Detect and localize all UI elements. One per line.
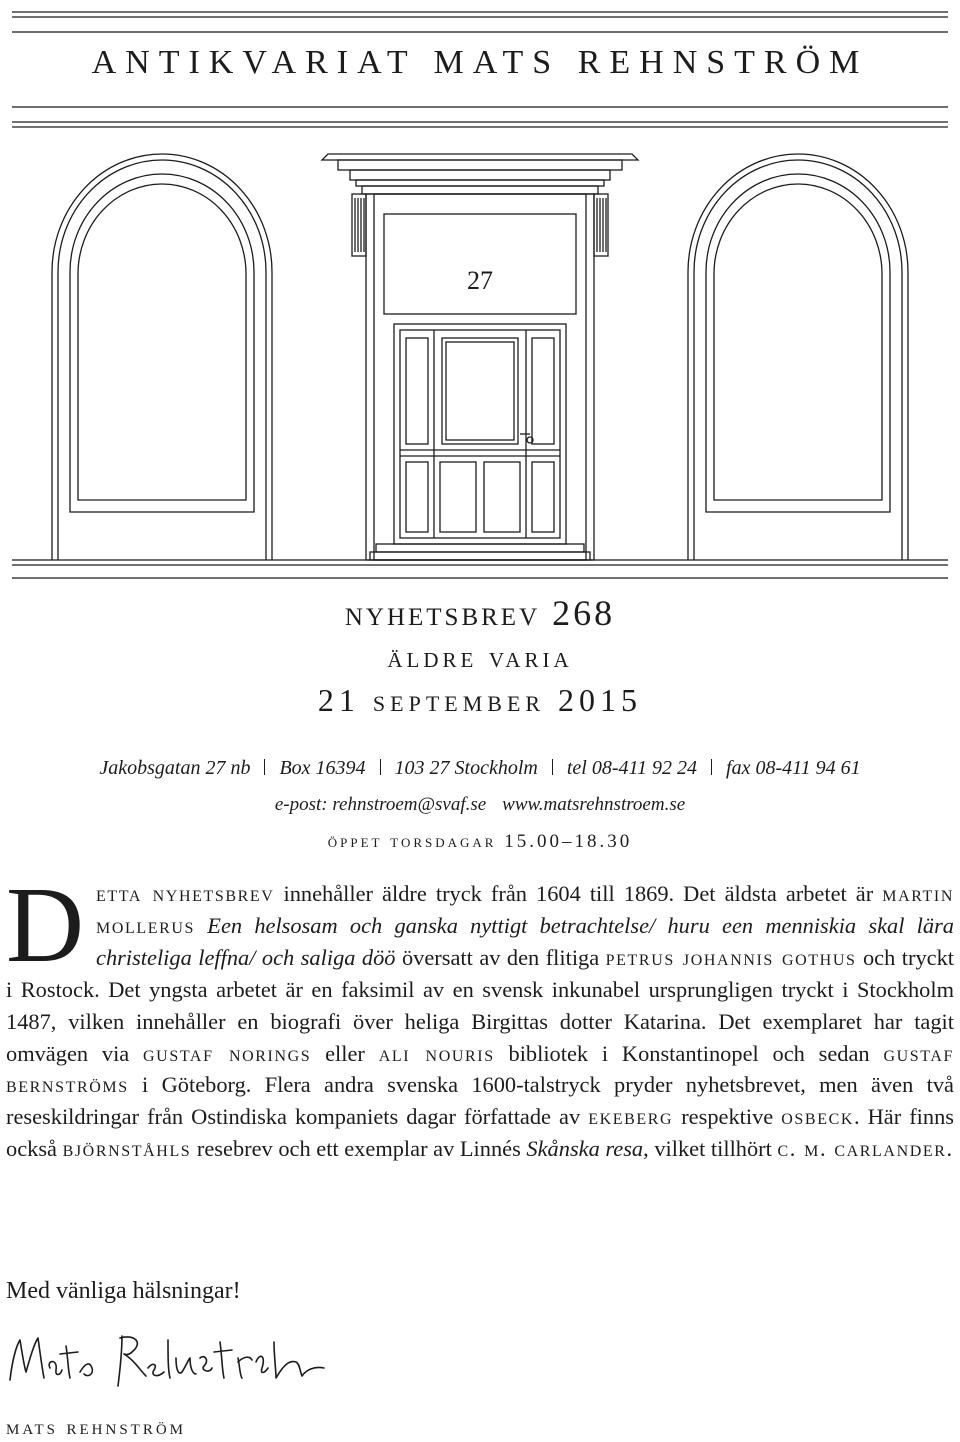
website-link[interactable]: www.matsrehnstroem.se (502, 794, 686, 815)
newsletter-title: nyhetsbrev 268 (344, 593, 616, 633)
pilaster-left (352, 194, 366, 256)
newsletter-subtitle: äldre varia (387, 641, 573, 674)
work-title: Een helsosam och ganska nyttigt betrachtelse/ huru een menniskia skal lära christeliga leffna/ och saliga döö (96, 912, 954, 970)
text-segment: och tryckt i Rostock. Det yngsta arbetet är en faksimil av en svensk inkunabel ursprungligen tryckt i Stockholm 1487, vilken innehåller en biografi över heliga Birgittas dotter Katarina. Det exemplaret har tagit omvägen via (6, 944, 954, 1066)
person-name: c. m. carlander (777, 1136, 947, 1162)
online-contact-line (0, 794, 960, 816)
text-segment: innehåller äldre tryck från 1604 till 1869. Det äldsta arbetet är (274, 881, 883, 906)
text-segment: . (946, 1136, 953, 1162)
signer-name: mats rehnström (6, 1414, 187, 1439)
text-segment: , vilket tillhört (643, 1136, 778, 1162)
separator (711, 759, 712, 775)
house-number: 27 (467, 266, 493, 295)
person-name: petrus johannis gothus (605, 944, 857, 970)
fax: fax 08-411 94 61 (726, 757, 861, 779)
handwritten-signature (0, 1322, 340, 1402)
left-window (52, 154, 272, 560)
opening-hours: öppet torsdagar 15.00–18.30 (327, 831, 633, 852)
text-segment: bibliotek i Konstantinopel och sedan (494, 1040, 884, 1066)
pilaster-right (594, 194, 608, 256)
shop-title: ANTIKVARIAT MATS REHNSTRÖM (91, 44, 869, 81)
phone: tel 08-411 92 24 (566, 757, 698, 779)
greeting: Med vänliga hälsningar! (6, 1278, 241, 1304)
email-link[interactable]: e-post: rehnstroem@svaf.se (274, 794, 487, 815)
text-segment: resebrev och ett exemplar av Linnés (191, 1136, 527, 1162)
address: Jakobsgatan 27 nb (99, 757, 251, 779)
work-title: Skånska resa (526, 1136, 644, 1162)
drop-cap: D (6, 866, 84, 985)
storefront-illustration (0, 0, 960, 600)
text-segment: i Göteborg. Flera andra svenska 1600-talstryck pryder nyhetsbrevet, men även två reseskildringar från Ostindiska kompaniets dagar författade av (6, 1072, 954, 1130)
door-pediment (322, 154, 638, 194)
text-segment: respektive (673, 1104, 782, 1130)
person-name: björnståhls (62, 1136, 192, 1162)
body-paragraph (6, 866, 955, 1165)
person-name: gustaf bernströms (6, 1040, 954, 1098)
text-segment: . Här finns också (6, 1104, 955, 1162)
text-segment: översatt av den flitiga (395, 944, 606, 970)
separator (380, 759, 381, 775)
box-address: Box 16394 (279, 757, 366, 779)
person-name: ekeberg (588, 1104, 674, 1130)
person-name: osbeck (781, 1104, 854, 1130)
author-name: martin mollerus (96, 881, 954, 938)
right-window (688, 154, 908, 560)
contact-line (0, 757, 960, 780)
newsletter-date: 21 september 2015 (317, 682, 643, 718)
separator (552, 759, 553, 775)
text-segment: eller (311, 1040, 379, 1066)
separator (264, 759, 265, 775)
postal-address: 103 27 Stockholm (394, 757, 538, 779)
person-name: gustaf norings (143, 1040, 312, 1066)
text-segment (195, 913, 207, 938)
person-name: ali nouris (378, 1040, 495, 1066)
lead-in: etta nyhetsbrev (96, 881, 275, 906)
